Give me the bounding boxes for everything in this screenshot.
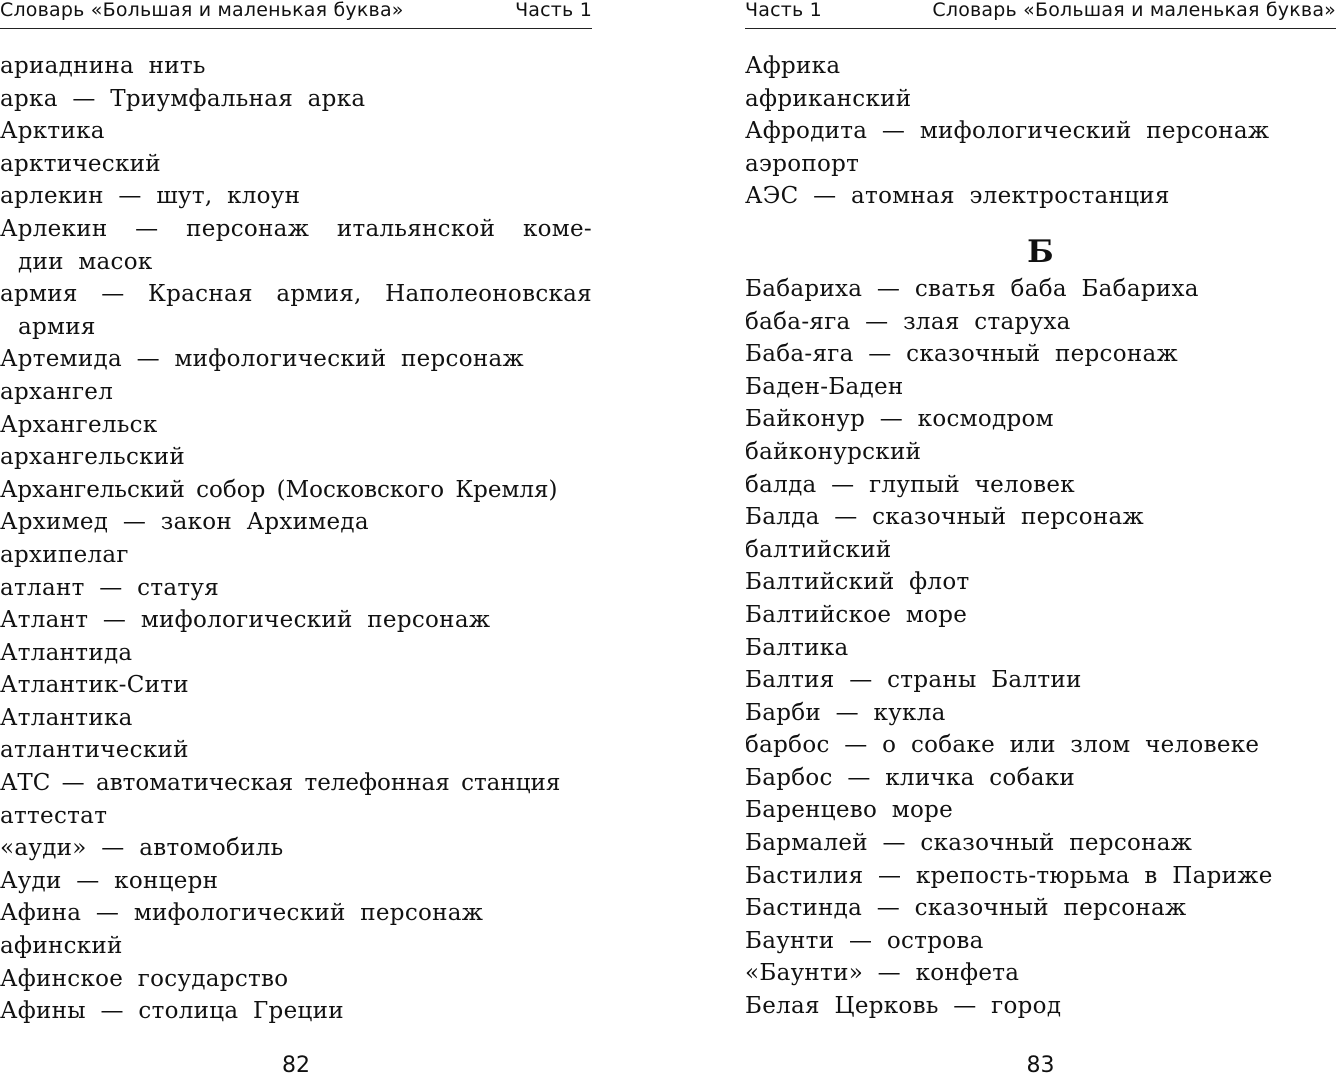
left-page xyxy=(0,0,592,1077)
dictionary-entry: Афинское государство xyxy=(0,965,289,992)
dictionary-entry: Баунти — острова xyxy=(745,927,984,954)
dictionary-entry: атлант — статуя xyxy=(0,574,220,601)
dictionary-entry: байконурский xyxy=(745,438,922,465)
dictionary-entry: АЭС — атомная электростанция xyxy=(745,183,1170,210)
dictionary-entry: Бастилия — крепость-тюрьма в Париже xyxy=(745,862,1273,889)
dictionary-entry-continuation: армия xyxy=(18,313,96,340)
dictionary-entry-continuation: дии масок xyxy=(18,248,153,275)
dictionary-entry: арлекин — шут, клоун xyxy=(0,183,301,210)
running-header xyxy=(0,0,592,29)
dictionary-entry: баба-яга — злая старуха xyxy=(745,308,1071,335)
dictionary-entry: Бармалей — сказочный персонаж xyxy=(745,830,1193,857)
dictionary-entry: Архангельский собор (Московского Кремля) xyxy=(0,476,558,503)
dictionary-entry: Барби — кукла xyxy=(745,699,946,726)
dictionary-entry: Балда — сказочный персонаж xyxy=(745,504,1144,531)
dictionary-entry: Балтийское море xyxy=(745,601,968,628)
dictionary-entry: балда — глупый человек xyxy=(745,471,1075,498)
dictionary-entries xyxy=(745,50,1336,1023)
dictionary-entry: Атлантика xyxy=(0,704,133,731)
entry-word: персонаж xyxy=(186,215,310,242)
dictionary-entry: Балтика xyxy=(745,634,849,661)
book-title: Словарь «Большая и маленькая буква» xyxy=(0,0,404,21)
entry-word: итальянской xyxy=(336,215,496,242)
dictionary-entry: Архимед — закон Архимеда xyxy=(0,509,369,536)
entry-word: армия xyxy=(0,281,78,308)
book-title: Словарь «Большая и маленькая буква» xyxy=(932,0,1336,21)
dictionary-entry: Афина — мифологический персонаж xyxy=(0,900,484,927)
dictionary-entry: «ауди» — автомобиль xyxy=(0,835,284,862)
dictionary-entry: афинский xyxy=(0,933,123,960)
dictionary-entry: Баренцево море xyxy=(745,797,954,824)
dictionary-entries xyxy=(0,50,592,1028)
dictionary-entry: Бабариха — сватья баба Бабариха xyxy=(745,275,1199,302)
dictionary-entry: барбос — о собаке или злом человеке xyxy=(745,732,1260,759)
dictionary-entry: арктический xyxy=(0,150,161,177)
dictionary-entry: Атлантик-Сити xyxy=(0,672,189,699)
dictionary-entry xyxy=(0,213,592,246)
entry-word: армия, xyxy=(276,281,362,308)
dictionary-entry: Атлантида xyxy=(0,639,133,666)
letter-heading: Б xyxy=(1027,233,1054,270)
dictionary-entry: Баба-яга — сказочный персонаж xyxy=(745,341,1178,368)
dictionary-entry: Архангельск xyxy=(0,411,158,438)
dictionary-entry: Арктика xyxy=(0,118,105,145)
entry-word: Наполеоновская xyxy=(385,281,592,308)
dictionary-entry: африканский xyxy=(745,85,912,112)
dictionary-entry: Ауди — концерн xyxy=(0,867,219,894)
right-page xyxy=(745,0,1336,1077)
dictionary-entry: ариаднина нить xyxy=(0,53,206,79)
page-number: 83 xyxy=(1026,1053,1055,1078)
dictionary-entry: АТС — автоматическая телефонная станция xyxy=(0,770,561,797)
dictionary-entry: архангельский xyxy=(0,444,186,471)
dictionary-entry: Баден-Баден xyxy=(745,373,904,400)
entry-word: Красная xyxy=(148,281,253,308)
dictionary-entry: Афродита — мифологический персонаж xyxy=(745,118,1270,145)
entry-word: Арлекин xyxy=(0,215,108,242)
part-label: Часть 1 xyxy=(515,0,592,21)
dictionary-entry: архипелаг xyxy=(0,541,129,568)
dictionary-entry: «Баунти» — конфета xyxy=(745,960,1020,987)
dictionary-entry: аэропорт xyxy=(745,150,860,177)
entry-word: коме- xyxy=(522,215,592,242)
dictionary-entry: Балтия — страны Балтии xyxy=(745,667,1082,694)
dictionary-entry: Атлант — мифологический персонаж xyxy=(0,607,491,634)
part-label: Часть 1 xyxy=(745,0,822,21)
dictionary-entry: балтийский xyxy=(745,536,892,563)
dictionary-entry: Белая Церковь — город xyxy=(745,993,1062,1020)
dictionary-entry: архангел xyxy=(0,378,114,405)
running-header xyxy=(745,0,1336,29)
dictionary-entry: Бастинда — сказочный персонаж xyxy=(745,895,1187,922)
page-number: 82 xyxy=(282,1053,310,1078)
dictionary-entry: Балтийский флот xyxy=(745,569,970,596)
dictionary-entry: аттестат xyxy=(0,802,108,829)
dictionary-entry: атлантический xyxy=(0,737,189,764)
dictionary-entry: Артемида — мифологический персонаж xyxy=(0,346,524,373)
dictionary-entry xyxy=(0,278,592,311)
dictionary-entry: Барбос — кличка собаки xyxy=(745,764,1076,791)
dictionary-entry: Африка xyxy=(745,53,841,79)
dictionary-entry: Байконур — космодром xyxy=(745,406,1054,433)
dictionary-entry: арка — Триумфальная арка xyxy=(0,85,366,112)
entry-word: — xyxy=(101,281,125,308)
entry-word: — xyxy=(135,215,159,242)
dictionary-entry: Афины — столица Греции xyxy=(0,998,344,1025)
